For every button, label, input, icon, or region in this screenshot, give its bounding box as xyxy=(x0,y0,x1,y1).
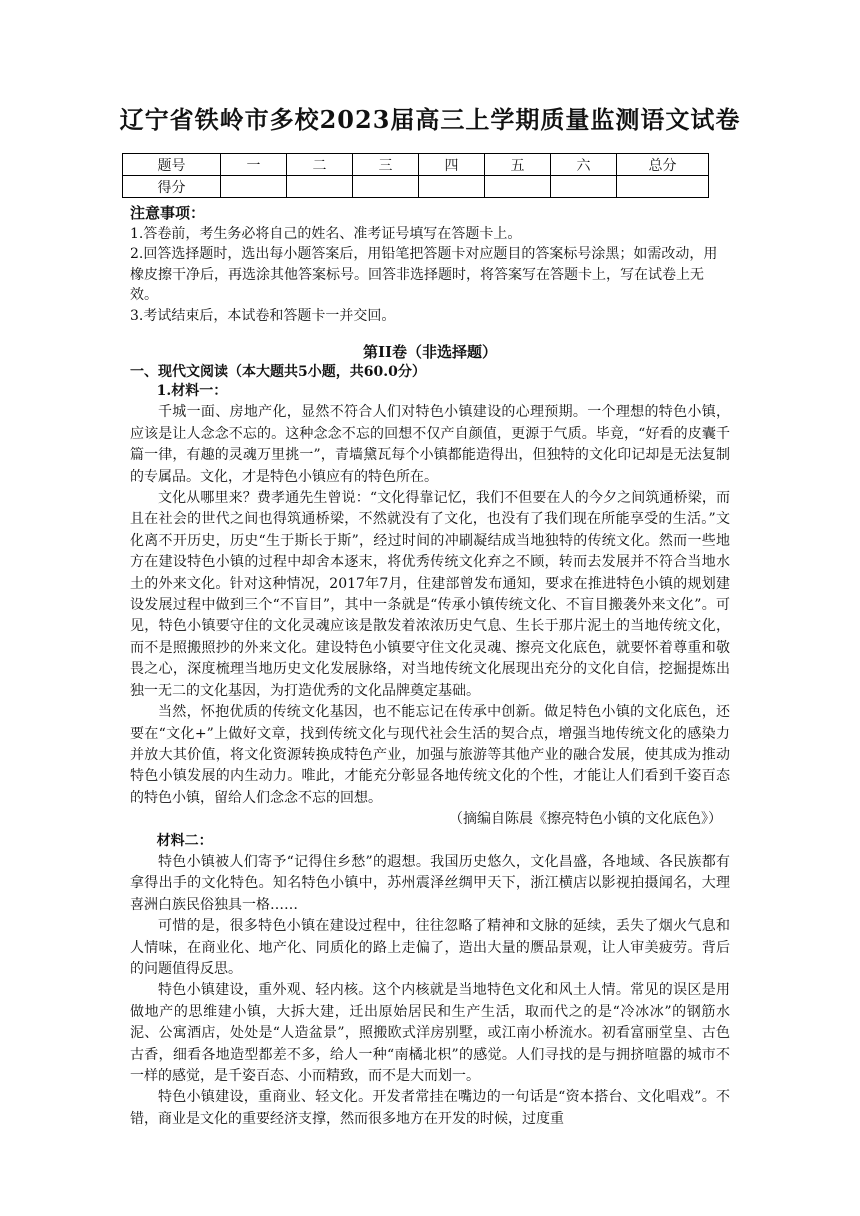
reading-passage xyxy=(130,381,730,1130)
notice-item: 1.答卷前，考生务必将自己的姓名、准考证号填写在答题卡上。 xyxy=(130,225,522,242)
score-table-header-row xyxy=(123,154,709,176)
score-empty-cell xyxy=(551,176,617,198)
notice-heading: 注意事项： xyxy=(130,204,206,222)
score-empty-cell xyxy=(221,176,287,198)
score-cell: 总分 xyxy=(617,154,709,176)
score-cell: 三 xyxy=(353,154,419,176)
notice-item: 2.回答选择题时，选出每小题答案后，用铅笔把答题卡对应题目的答案标号涂黑；如需改动，用橡皮擦干净后，再选涂其他答案标号。回答非选择题时，将答案写在答题卡上，写在试卷上无效。 xyxy=(130,246,718,303)
paragraph: 文化从哪里来？费孝通先生曾说：“文化得靠记忆，我们不但要在人的今夕之间筑通桥梁，而且在社会的世代之间也得筑通桥梁，不然就没有了文化，也没有了我们现在所能享受的生活。”文化离不开历史，历史“生于斯长于斯”，经过时间的冲刷凝结成当地独特的传统文化。然而一些地方在建设特色小镇的过程中却舍本逐末，将优秀传统文化弃之不顾，转而去发展并不符合当地水土的外来文化。针对这种情况，2017年7月，住建部曾发布通知，要求在推进特色小镇的规划建设发展过程中做到三个“不盲目”，其中一条就是“传承小镇传统文化、不盲目搬袭外来文化”。可见，特色小镇要守住的文化灵魂应该是散发着浓浓历史气息、生长于那片泥土的当地传统文化，而不是照搬照抄的外来文化。建设特色小镇要守住文化灵魂、擦亮文化底色，就要怀着尊重和敬畏之心，深度梳理当地历史文化发展脉络，对当地传统文化展现出充分的文化自信，挖掘提炼出独一无二的文化基因，为打造优秀的文化品牌奠定基础。 xyxy=(130,490,730,699)
score-empty-cell xyxy=(617,176,709,198)
notice-block xyxy=(130,203,730,326)
material-label: 材料二： xyxy=(156,832,213,849)
paragraph: 可惜的是，很多特色小镇在建设过程中，往往忽略了精神和文脉的延续，丢失了烟火气息和人情味，在商业化、地产化、同质化的路上走偏了，造出大量的赝品景观，让人审美疲劳。背后的问题值得反思。 xyxy=(130,918,730,977)
score-cell: 得分 xyxy=(123,176,221,198)
part-title: 一、现代文阅读（本大题共5小题，共60.0分） xyxy=(130,364,426,380)
source-citation: （摘编自陈晨《擦亮特色小镇的文化底色》） xyxy=(449,811,722,828)
page-title: 辽宁省铁岭市多校2023届高三上学期质量监测语文试卷 xyxy=(119,105,741,134)
score-cell: 二 xyxy=(287,154,353,176)
score-empty-cell xyxy=(353,176,419,198)
paragraph: 千城一面、房地产化，显然不符合人们对特色小镇建设的心理预期。一个理想的特色小镇，应该是让人念念不忘的。这种念念不忘的回想不仅产自颜值，更源于气质。毕竟，“好看的皮囊千篇一律，有趣的灵魂万里挑一”，青墙黛瓦每个小镇都能造得出，但独特的文化印记却是无法复制的专属品。文化，才是特色小镇应有的特色所在。 xyxy=(130,404,730,485)
score-cell: 四 xyxy=(419,154,485,176)
score-cell: 一 xyxy=(221,154,287,176)
section-title: 第II卷（非选择题） xyxy=(362,343,498,361)
notice-item: 3.考试结束后，本试卷和答题卡一并交回。 xyxy=(130,307,396,324)
paragraph: 特色小镇被人们寄予“记得住乡愁”的遐想。我国历史悠久，文化昌盛，各地域、各民族都有拿得出手的文化特色。知名特色小镇中，苏州震泽丝绸甲天下，浙江横店以影视拍摄闻名，大理喜洲白族民俗独具一格…… xyxy=(130,853,730,913)
paragraph: 当然，怀抱优质的传统文化基因，也不能忘记在传承中创新。做足特色小镇的文化底色，还要在“文化+”上做好文章，找到传统文化与现代社会生活的契合点，增强当地传统文化的感染力并放大其价值，将文化资源转换成特色产业，加强与旅游等其他产业的融合发展，使其成为推动特色小镇发展的内生动力。唯此，才能充分彰显各地传统文化的个性，才能让人们看到千姿百态的特色小镇，留给人们念念不忘的回想。 xyxy=(130,704,730,806)
score-table-score-row xyxy=(123,176,709,198)
material-label: 1.材料一： xyxy=(156,383,228,399)
score-cell: 题号 xyxy=(123,154,221,176)
paragraph: 特色小镇建设，重商业、轻文化。开发者常挂在嘴边的一句话是“资本搭台、文化唱戏”。不错，商业是文化的重要经济支撑，然而很多地方在开发的时候，过度重 xyxy=(130,1089,730,1127)
score-cell: 五 xyxy=(485,154,551,176)
score-cell: 六 xyxy=(551,154,617,176)
score-empty-cell xyxy=(419,176,485,198)
score-empty-cell xyxy=(287,176,353,198)
paragraph: 特色小镇建设，重外观、轻内核。这个内核就是当地特色文化和风土人情。常见的误区是用做地产的思维建小镇，大拆大建，迁出原始居民和生产生活，取而代之的是“冷冰冰”的钢筋水泥、公寓酒店，处处是“人造盆景”，照搬欧式洋房别墅，或江南小桥流水。初看富丽堂皇、古色古香，细看各地造型都差不多，给人一种“南橘北枳”的感觉。人们寻找的是与拥挤喧嚣的城市不一样的感觉，是千姿百态、小而精致，而不是大而划一。 xyxy=(130,982,730,1084)
score-table xyxy=(122,153,709,198)
score-empty-cell xyxy=(485,176,551,198)
